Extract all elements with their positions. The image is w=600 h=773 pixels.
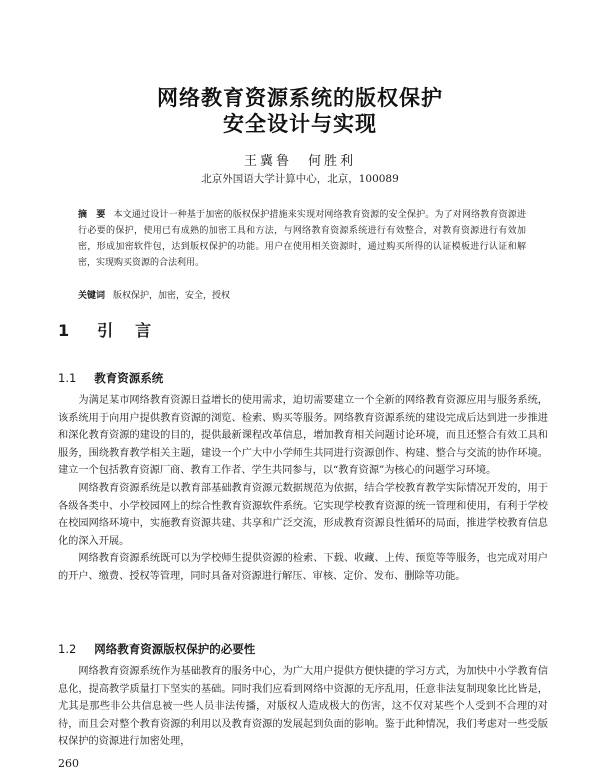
subsection-number: 1.1	[58, 371, 77, 385]
abstract-label: 摘 要	[78, 210, 106, 220]
paper-title-line2: 安全设计与实现	[223, 112, 377, 136]
keywords-text: 版权保护，加密，安全，授权	[113, 291, 231, 301]
keywords-label: 关键词	[78, 291, 106, 301]
subsection-heading-1-2	[58, 641, 255, 657]
section-title: 引言	[97, 321, 174, 340]
section-1-1-body	[58, 392, 548, 586]
section-number: 1	[58, 321, 70, 340]
paragraph: 网络教育资源系统作为基础教育的服务中心，为广大用户提供方便快捷的学习方式，为加快中小学教育信息化，提高教学质量打下坚实的基础。同时我们应看到网络中资源的无序乱用，任意非法复制现象比比皆是，尤其是那些非公共信息被一些人员非法传播，对版权人造成极大的伤害，这不仅对某些个人受到不合理的对待，而且会对整个教育资源的利用以及教育资源的发展起到负面的影响。鉴于此种情况，我们考虑对一些受版权保护的资源进行加密处理，	[58, 666, 548, 748]
page-number: 260	[58, 757, 79, 770]
abstract-text: 本文通过设计一种基于加密的版权保护措施来实现对网络教育资源的安全保护。为了对网络教育资源进行必要的保护，使用已有成熟的加密工具和方法，与网络教育资源系统进行有效整合，对教育资源进行有效加密，形成加密软件包，达到版权保护的功能。用户在使用相关资源时，通过购买所得的认证模板进行认证和解密，实现购买资源的合法利用。	[78, 210, 526, 268]
abstract	[78, 207, 526, 271]
paragraph: 为满足某市网络教育资源日益增长的使用需求，迫切需要建立一个全新的网络教育资源应用与服务系统，该系统用于向用户提供教育资源的浏览、检索、购买等服务。网络教育资源系统的建设完成后达到进一步推进和深化教育资源的建设的目的，提供最新课程改革信息，增加教育相关问题讨论环境，而且还整合有效工具和服务，围绕教育教学相关主题，建设一个广大中小学师生共同进行资源创作、构建、整合与交流的协作环境。建立一个包括教育资源厂商、教育工作者、学生共同参与，以“教育资源”为核心的问题学习环境。	[58, 395, 548, 477]
authors: 王冀鲁 何胜利	[243, 154, 356, 169]
affiliation: 北京外国语大学计算中心，北京，100089	[201, 173, 399, 185]
paper-title-line1: 网络教育资源系统的版权保护	[157, 86, 443, 110]
subsection-title: 网络教育资源版权保护的必要性	[94, 642, 256, 656]
keywords	[78, 289, 526, 303]
section-heading-1	[58, 318, 173, 341]
paragraph: 网络教育资源系统既可以为学校师生提供资源的检索、下载、收藏、上传、预览等等服务，也完成对用户的开户、缴费、授权等管理，同时具备对资源进行解压、审核、定价、发布、删除等功能。	[58, 553, 548, 582]
subsection-title: 教育资源系统	[94, 371, 164, 385]
section-1-2-body	[58, 663, 548, 751]
subsection-number: 1.2	[58, 642, 77, 656]
subsection-heading-1-1	[58, 370, 163, 386]
paragraph: 网络教育资源系统是以教育部基础教育资源元数据规范为依据，结合学校教育教学实际情况开发的，用于各级各类中、小学校园网上的综合性教育资源软件系统。它实现学校教育资源的统一管理和使用，有利于学校在校园网络环境中，实施教育资源共建、共享和广泛交流，形成教育资源良性循环的局面，推进学校教育信息化的深入开展。	[58, 482, 548, 547]
